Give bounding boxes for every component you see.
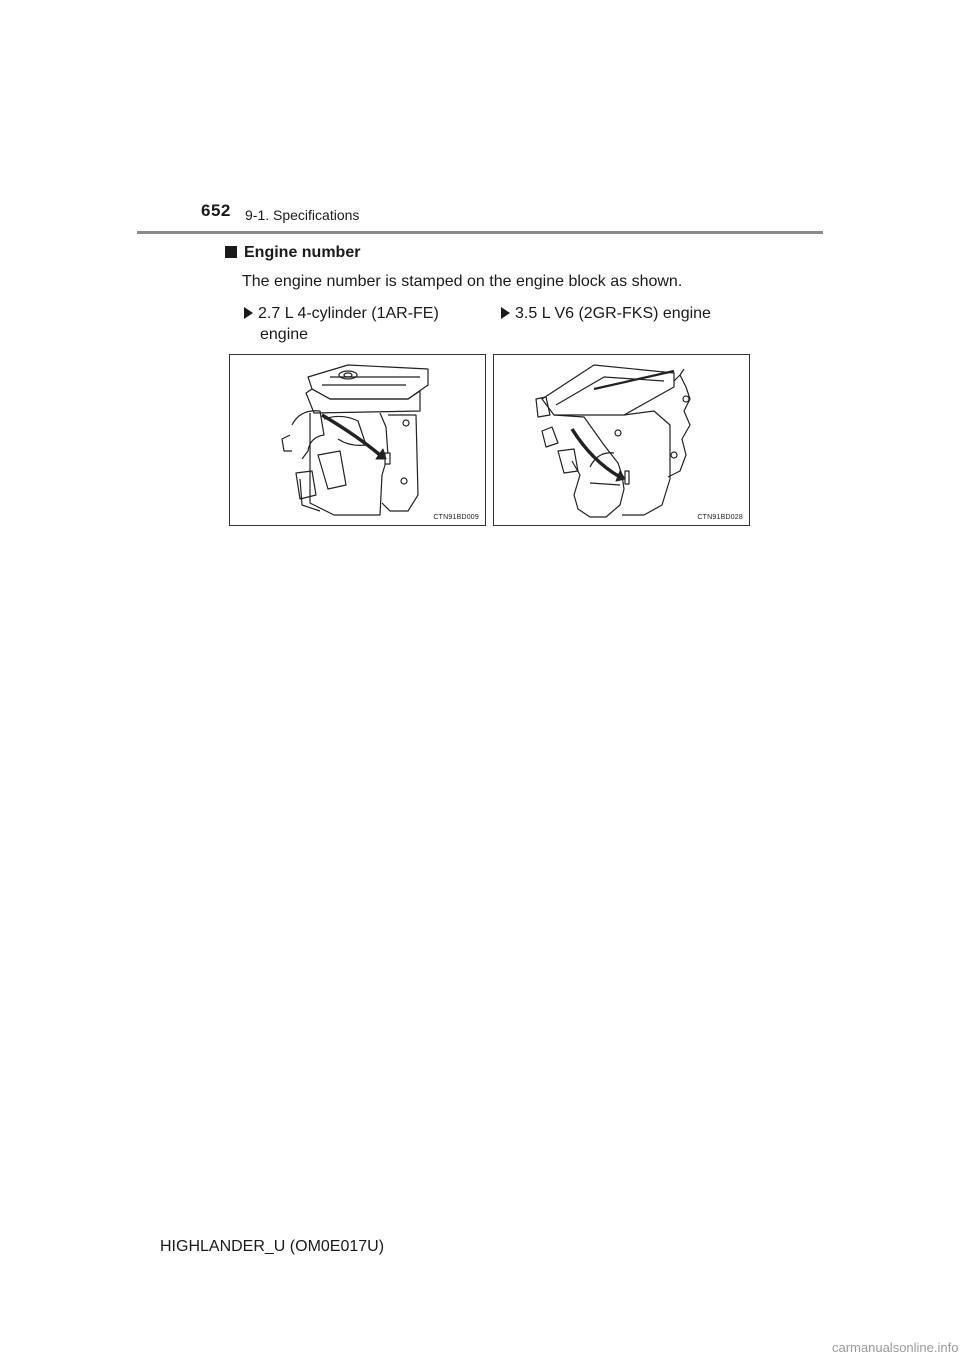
bullet-item <box>501 303 781 324</box>
footer-model: HIGHLANDER_U (OM0E017U) <box>160 1238 385 1255</box>
section-title: 9-1. Specifications <box>245 207 360 223</box>
watermark: carmanualsonline.info <box>832 1340 959 1355</box>
header-rule <box>137 231 823 234</box>
bullet-item <box>244 303 494 345</box>
section-heading <box>225 244 360 262</box>
figure-code: CTN91BD009 <box>433 514 479 521</box>
page-number: 652 <box>201 201 231 220</box>
figure-4cyl-engine <box>229 354 486 526</box>
figure-v6-engine <box>493 354 750 526</box>
triangle-bullet-icon <box>244 307 253 319</box>
figure-code: CTN91BD028 <box>697 514 743 521</box>
square-bullet-icon <box>225 246 237 258</box>
intro-text: The engine number is stamped on the engine block as shown. <box>242 273 683 290</box>
engine-v6-illustration <box>494 355 749 525</box>
bullet-line: 2.7 L 4-cylinder (1AR-FE) <box>258 305 439 322</box>
triangle-bullet-icon <box>501 307 510 319</box>
heading-text: Engine number <box>244 244 361 261</box>
bullet-line: 3.5 L V6 (2GR-FKS) engine <box>515 305 711 322</box>
bullet-line-continued: engine <box>260 326 309 343</box>
engine-4cyl-illustration <box>230 355 485 525</box>
